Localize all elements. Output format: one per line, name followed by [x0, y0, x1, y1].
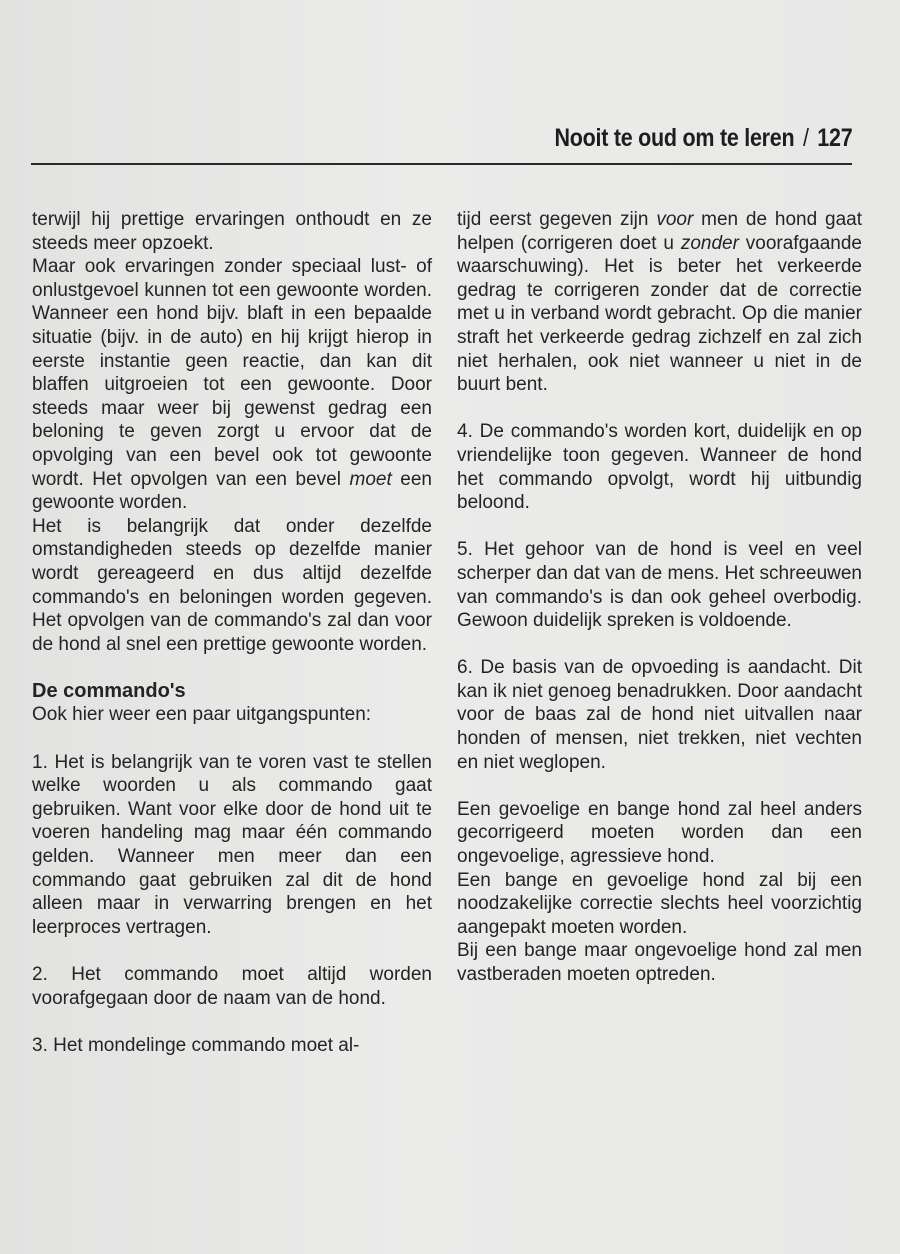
list-item: 2. Het commando moet altijd worden voorafgegaan door de naam van de hond. — [32, 964, 432, 1009]
spacer — [32, 1010, 432, 1034]
section-heading: De commando's — [32, 679, 186, 702]
paragraph: terwijl hij prettige ervaringen onthoudt en ze steeds meer opzoekt. — [32, 209, 432, 254]
spacer — [457, 774, 862, 798]
paragraph-text: een gewoonte worden. — [32, 468, 433, 514]
emphasis-text: moet — [349, 468, 392, 490]
spacer — [457, 397, 862, 421]
header-separator: / — [802, 124, 809, 152]
running-header — [554, 124, 852, 153]
spacer — [457, 633, 862, 657]
header-rule — [31, 163, 852, 165]
chapter-title: Nooit te oud om te leren — [554, 124, 794, 152]
emphasis-text: zonder — [680, 232, 739, 254]
paragraph-text: Maar ook ervaringen zonder speciaal lust- of onlustgevoel kunnen tot een gewoonte worden. Wanneer een hond bijv. blaft in een bepaalde situatie (bijv. in de auto) en hij krijgt hierop in eerste instantie geen reactie, dan kan dit blaffen uitgroeien tot een gewoonte. Door steeds maar weer bij gewenst gedrag een beloning te geven zorgt u ervoor dat de opvolging van een bevel ook tot gewoonte wordt. Het opvolgen van een bevel — [32, 256, 432, 490]
paragraph: Een gevoelige en bange hond zal heel anders gecorrigeerd moeten worden dan een ongevoelige, agressieve hond. — [457, 798, 862, 868]
paragraph: Bij een bange maar ongevoelige hond zal men vastberaden moeten optreden. — [457, 940, 862, 985]
page-number: 127 — [816, 124, 852, 152]
spacer — [32, 656, 432, 680]
list-item: 3. Het mondelinge commando moet al- — [32, 1034, 360, 1056]
paragraph: Ook hier weer een paar uitgangspunten: — [32, 704, 372, 726]
list-item: 1. Het is belangrijk van te voren vast te stellen welke woorden u als commando gaat gebruiken. Want voor elke door de hond uit te voeren handeling mag maar één commando gelden. Wanneer men meer dan een commando gaat gebruiken zal dit de hond alleen maar in verwarring brengen en het leerproces vertragen. — [32, 751, 432, 938]
right-column — [457, 208, 862, 987]
spacer — [457, 515, 862, 539]
emphasis-text: voor — [656, 209, 694, 230]
list-item: 6. De basis van de opvoeding is aandacht. Dit kan ik niet genoeg benadrukken. Door aandacht voor de baas zal de hond niet uitvallen naar honden of mensen, niet trekken, niet vechten en niet weglopen. — [457, 657, 862, 773]
paragraph-text: voorafgaande waarschuwing). Het is beter het verkeerde gedrag te corrigeren zonder dat de correctie met u in verband wordt gebracht. Op die manier straft het verkeerde gedrag zichzelf en zal zich niet herhalen, ook niet wanneer u niet in de buurt bent. — [457, 232, 862, 396]
paragraph: Het is belangrijk dat onder dezelfde omstandigheden steeds op dezelfde manier wordt gereageerd en dus altijd dezelfde commando's en beloningen worden gegeven. Het opvolgen van de commando's zal dan voor de hond al snel een prettige gewoonte worden. — [32, 515, 432, 655]
left-column — [32, 208, 432, 1057]
paragraph: Een bange en gevoelige hond zal bij een noodzakelijke correctie slechts heel voorzichtig aangepakt moeten worden. — [457, 869, 862, 938]
spacer — [32, 727, 432, 751]
paragraph — [32, 255, 432, 515]
list-item: 4. De commando's worden kort, duidelijk en op vriendelijke toon gegeven. Wanneer de hond het commando opvolgt, wordt hij uitbundig beloond. — [457, 421, 862, 514]
paragraph-text: tijd eerst gegeven zijn — [457, 209, 657, 230]
paragraph — [457, 208, 862, 397]
list-item: 5. Het gehoor van de hond is veel en veel scherper dan dat van de mens. Het schreeuwen van commando's is dan ook geheel overbodig. Gewoon duidelijk spreken is voldoende. — [457, 539, 862, 632]
spacer — [32, 939, 432, 963]
paragraph-text: men de hond gaat helpen (corrigeren doet u — [457, 209, 862, 254]
